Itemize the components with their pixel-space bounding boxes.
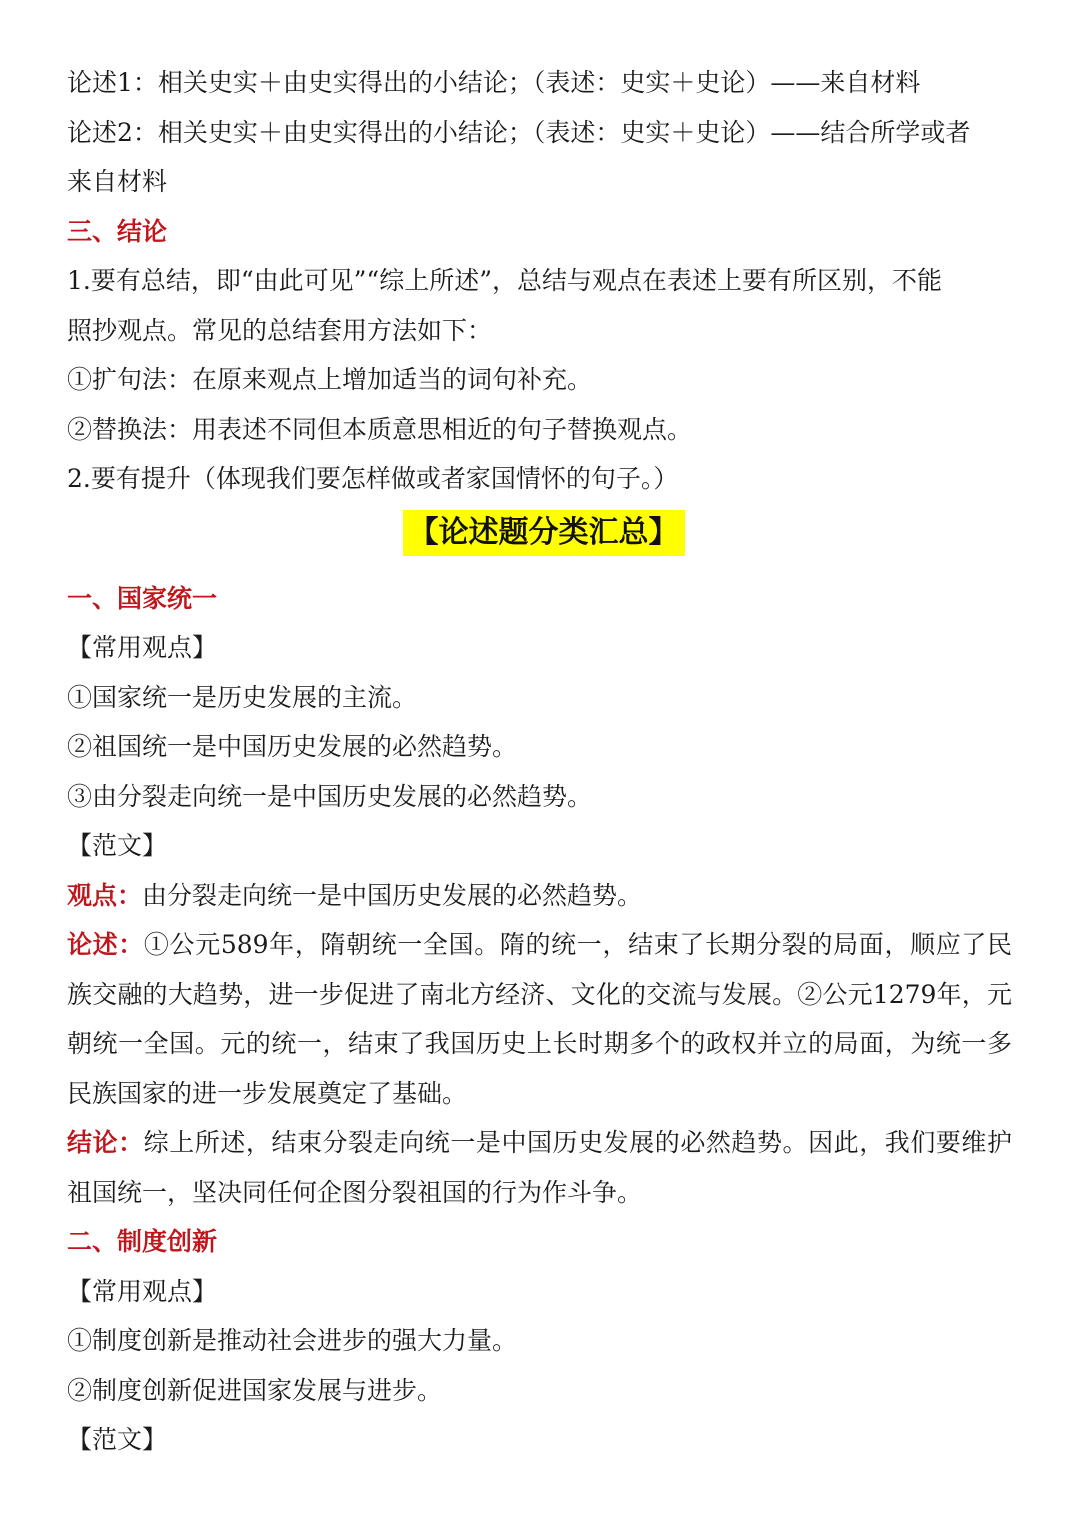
section-heading-unification: 一、国家统一: [67, 583, 218, 613]
conclusion-method-1: ①扩句法：在原来观点上增加适当的词句补充。: [67, 365, 593, 394]
argument-format-1: 论述1：相关史实＋由史实得出的小结论；（表述：史实＋史论）——来自材料: [67, 68, 921, 97]
view-item: ②祖国统一是中国历史发展的必然趋势。: [67, 732, 518, 761]
example-label: 【范文】: [67, 831, 168, 860]
common-views-label: 【常用观点】: [67, 1276, 218, 1306]
conclusion-item-1-cont: 照抄观点。常见的总结套用方法如下：: [67, 315, 493, 345]
viewpoint-text: 由分裂走向统一是中国历史发展的必然趋势。: [142, 880, 643, 910]
argument-format-2-cont: 来自材料: [67, 167, 168, 196]
summary-title: 【论述题分类汇总】: [403, 510, 685, 556]
view-item: ①国家统一是历史发展的主流。: [67, 682, 418, 712]
viewpoint-label: 观点：: [67, 880, 143, 910]
view-item: ②制度创新促进国家发展与进步。: [67, 1375, 443, 1405]
argument-text: ①公元589年，隋朝统一全国。隋的统一，结束了长期分裂的局面，顺应了民族交融的大趋势，进一步促进了南北方经济、文化的交流与发展。②公元1279年，元朝统一全国。元的统一，结束了我国历史上长时期多个的政权并立的局面，为统一多民族国家的进一步发展奠定了基础。: [67, 930, 1012, 1108]
summary-title-wrap: [67, 504, 1020, 574]
conclusion-item-1: 1.要有总结，即“由此可见”“综上所述”，总结与观点在表述上要有所区别，不能: [67, 266, 942, 295]
argument-format-2: 论述2：相关史实＋由史实得出的小结论；（表述：史实＋史论）——结合所学或者: [67, 117, 971, 147]
conclusion-text: 综上所述，结束分裂走向统一是中国历史发展的必然趋势。因此，我们要维护祖国统一，坚决同任何企图分裂祖国的行为作斗争。: [67, 1128, 1012, 1207]
common-views-label: 【常用观点】: [67, 633, 218, 662]
conclusion-item-2: 2.要有提升（体现我们要怎样做或者家国情怀的句子。）: [67, 464, 679, 493]
example-label: 【范文】: [67, 1425, 168, 1454]
example-viewpoint: [67, 871, 1020, 921]
conclusion-label: 结论：: [67, 1128, 144, 1157]
example-conclusion: [67, 1118, 1012, 1217]
argument-label: 论述：: [67, 930, 144, 959]
view-item: ③由分裂走向统一是中国历史发展的必然趋势。: [67, 781, 593, 811]
conclusion-method-2: ②替换法：用表述不同但本质意思相近的句子替换观点。: [67, 414, 693, 444]
section-heading-conclusion: 三、结论: [67, 216, 168, 246]
view-item: ①制度创新是推动社会进步的强大力量。: [67, 1326, 518, 1355]
example-argument: [67, 920, 1012, 1118]
section-heading-institution: 二、制度创新: [67, 1227, 218, 1256]
